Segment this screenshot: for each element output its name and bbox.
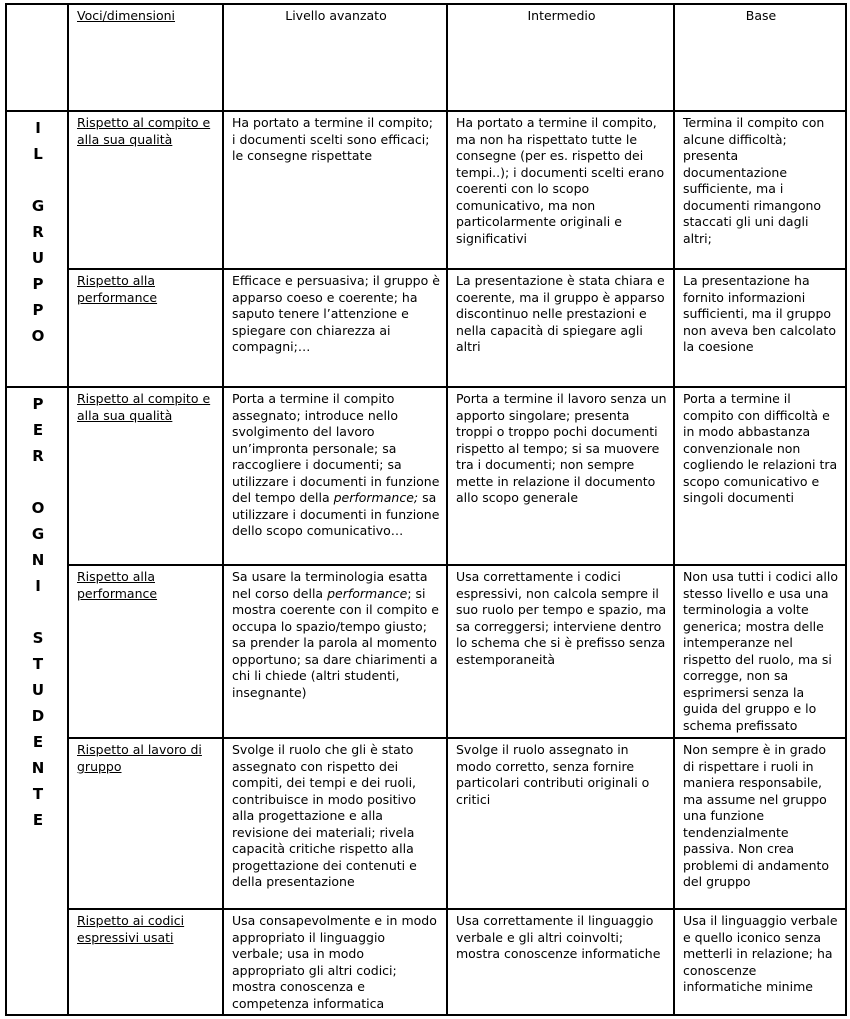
row-label: Rispetto al lavoro di gruppo (68, 738, 223, 909)
evaluation-rubric-table (5, 3, 847, 1016)
header-empty-cell (6, 4, 68, 111)
cell-intermediate: Svolge il ruolo assegnato in modo corretto, senza fornire particolari contributi originali o critici (447, 738, 674, 909)
row-label: Rispetto al compito e alla sua qualità (68, 387, 223, 565)
cell-base: Usa il linguaggio verbale e quello iconico senza metterli in relazione; ha conoscenze informatiche minime (674, 909, 846, 1015)
row-label: Rispetto alla performance (68, 269, 223, 387)
column-header-advanced: Livello avanzato (223, 4, 447, 111)
cell-intermediate: Ha portato a termine il compito, ma non ha rispettato tutte le consegne (per es. rispetto dei tempi..); i documenti scelti erano coerenti con lo scopo comunicativo, ma non particolarmente originali e significativi (447, 111, 674, 269)
group-label-il-gruppo: I L G R U P P O (6, 111, 68, 387)
table-row (6, 269, 846, 387)
cell-base: Non sempre è in grado di rispettare i ruoli in maniera responsabile, ma assume nel gruppo una funzione tendenzialmente passiva. Non crea problemi di andamento del gruppo (674, 738, 846, 909)
cell-advanced: Porta a termine il compito assegnato; introduce nello svolgimento del lavoro un’impronta personale; sa raccogliere i documenti; sa utilizzare i documenti in funzione del tempo della performance; sa utilizzare i documenti in funzione dello scopo comunicativo… (223, 387, 447, 565)
column-header-dimensions: Voci/dimensioni (68, 4, 223, 111)
table-row (6, 387, 846, 565)
cell-intermediate: Usa correttamente il linguaggio verbale e gli altri coinvolti; mostra conoscenze informatiche (447, 909, 674, 1015)
header-row (6, 4, 846, 111)
row-label: Rispetto alla performance (68, 565, 223, 738)
cell-intermediate: La presentazione è stata chiara e coerente, ma il gruppo è apparso discontinuo nelle prestazioni e nella capacità di spiegare agli altri (447, 269, 674, 387)
cell-base: Non usa tutti i codici allo stesso livello e usa una terminologia a volte generica; mostra delle intemperanze nel rispetto del ruolo, ma si corregge, non sa esprimersi senza la guida del gruppo e lo schema prefissato (674, 565, 846, 738)
column-header-base: Base (674, 4, 846, 111)
cell-advanced: Sa usare la terminologia esatta nel corso della performance; si mostra coerente con il compito e occupa lo spazio/tempo giusto; sa prender la parola al momento opportuno; sa dare chiarimenti a chi li chiede (altri studenti, insegnante) (223, 565, 447, 738)
row-label: Rispetto al compito e alla sua qualità (68, 111, 223, 269)
cell-base: Termina il compito con alcune difficoltà; presenta documentazione sufficiente, ma i documenti rimangono staccati gli uni dagli altri; (674, 111, 846, 269)
table-row (6, 565, 846, 738)
table-row (6, 909, 846, 1015)
table-row (6, 738, 846, 909)
cell-base: Porta a termine il compito con difficoltà e in modo abbastanza convenzionale non cogliendo le relazioni tra scopo comunicativo e singoli documenti (674, 387, 846, 565)
cell-advanced: Usa consapevolmente e in modo appropriato il linguaggio verbale; usa in modo appropriato gli altri codici; mostra conoscenza e competenza informatica (223, 909, 447, 1015)
cell-advanced: Svolge il ruolo che gli è stato assegnato con rispetto dei compiti, dei tempi e dei ruoli, contribuisce in modo positivo alla progettazione e alla revisione dei materiali; rivela capacità critiche rispetto alla progettazione dei contenuti e della presentazione (223, 738, 447, 909)
cell-intermediate: Usa correttamente i codici espressivi, non calcola sempre il suo ruolo per tempo e spazio, ma sa correggersi; interviene dentro lo schema che si è prefisso senza estemporaneità (447, 565, 674, 738)
cell-advanced: Ha portato a termine il compito; i documenti scelti sono efficaci; le consegne rispettate (223, 111, 447, 269)
row-label: Rispetto ai codici espressivi usati (68, 909, 223, 1015)
cell-base: La presentazione ha fornito informazioni sufficienti, ma il gruppo non aveva ben calcolato la coesione (674, 269, 846, 387)
column-header-intermediate: Intermedio (447, 4, 674, 111)
table-row (6, 111, 846, 269)
cell-intermediate: Porta a termine il lavoro senza un apporto singolare; presenta troppi o troppo pochi documenti rispetto al tempo; si sa muovere tra i documenti; non sempre mette in relazione il documento allo scopo generale (447, 387, 674, 565)
cell-advanced: Efficace e persuasiva; il gruppo è apparso coeso e coerente; ha saputo tenere l’attenzione e spiegare con chiarezza ai compagni;… (223, 269, 447, 387)
group-label-per-ogni-studente: P E R O G N I S T U D E N T E (6, 387, 68, 1015)
